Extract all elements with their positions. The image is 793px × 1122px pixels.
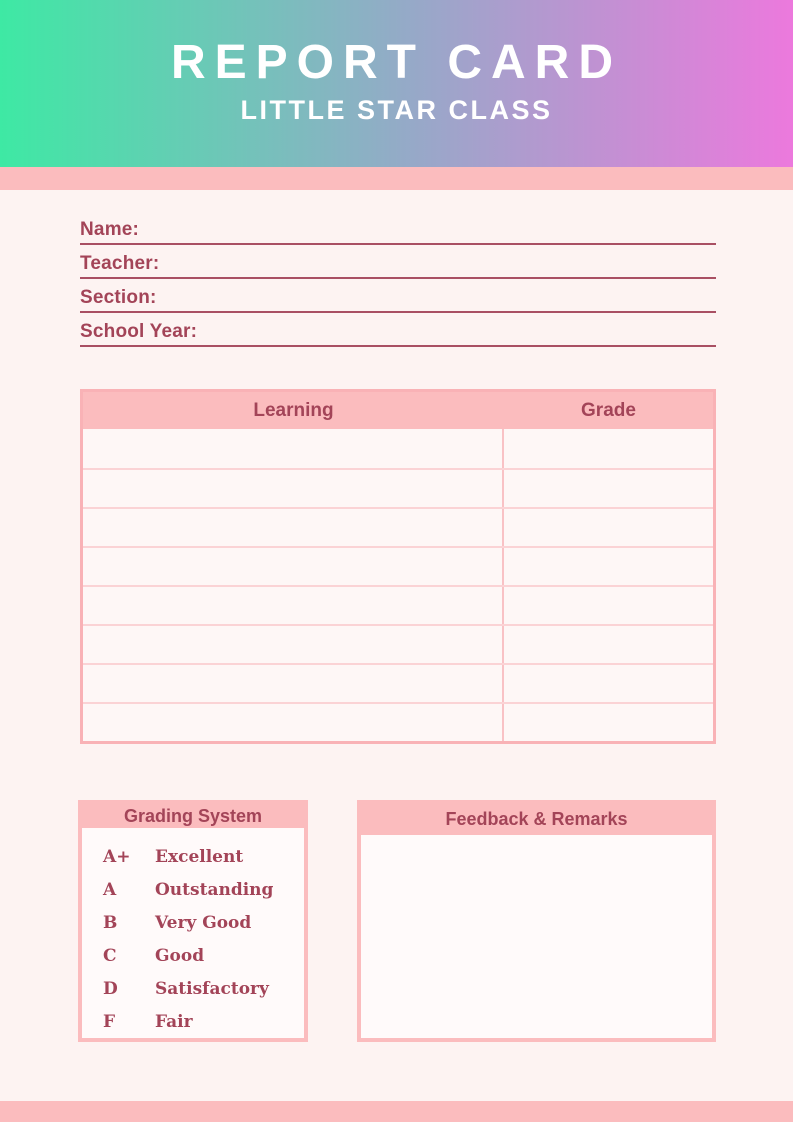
section-field-line[interactable] [157,279,716,309]
name-field-label: Name: [80,219,140,240]
name-field-line[interactable] [139,211,716,241]
learning-cell[interactable] [83,587,504,624]
table-row [83,507,713,546]
grade-description: Outstanding [155,879,274,900]
section-field [80,279,716,313]
table-row [83,702,713,741]
grading-entry [103,939,304,972]
grading-entry [103,873,304,906]
grading-system-panel [78,800,308,1042]
feedback-remarks-panel [357,800,716,1042]
page-subtitle: LITTLE STAR CLASS [240,95,553,126]
grade-cell[interactable] [504,509,713,546]
section-field-label: Section: [80,287,157,308]
grade-letter: B [103,912,118,933]
grade-cell[interactable] [504,704,713,741]
learning-cell[interactable] [83,704,504,741]
learning-cell[interactable] [83,665,504,702]
grade-description: Fair [155,1011,193,1032]
grade-cell[interactable] [504,587,713,624]
grade-cell[interactable] [504,626,713,663]
grade-cell[interactable] [504,548,713,585]
student-info-fields [80,211,716,347]
grading-list [82,828,304,1038]
school-year-field-label: School Year: [80,321,198,342]
grading-system-title: Grading System [82,804,304,828]
grade-column-header: Grade [581,399,636,421]
grade-description: Good [155,945,205,966]
learning-cell[interactable] [83,626,504,663]
grade-description: Excellent [155,846,244,867]
learning-column-header: Learning [253,399,334,421]
bottom-pink-ribbon [0,1101,793,1122]
grading-entry [103,972,304,1005]
name-field [80,211,716,245]
learning-cell[interactable] [83,429,504,468]
table-row [83,624,713,663]
school-year-field [80,313,716,347]
grade-cell[interactable] [504,665,713,702]
page-title: REPORT CARD [170,36,622,89]
top-pink-ribbon [0,167,793,190]
bottom-panels [78,800,793,1042]
table-row [83,468,713,507]
feedback-remarks-title: Feedback & Remarks [361,804,712,835]
grade-description: Satisfactory [155,978,269,999]
table-row [83,585,713,624]
table-row [83,663,713,702]
table-row [83,429,713,468]
grade-letter: C [103,945,117,966]
grading-entry [103,906,304,939]
grade-description: Very Good [155,912,252,933]
teacher-field-line[interactable] [159,245,716,275]
learning-cell[interactable] [83,548,504,585]
grading-entry [103,840,304,873]
teacher-field [80,245,716,279]
learning-cell[interactable] [83,509,504,546]
grade-cell[interactable] [504,470,713,507]
learning-grade-table [80,389,716,744]
table-header-row [83,392,713,429]
hero-banner [0,0,793,167]
grade-letter: A [103,879,117,900]
learning-cell[interactable] [83,470,504,507]
grade-letter: A+ [103,846,131,867]
table-row [83,546,713,585]
grade-cell[interactable] [504,429,713,468]
teacher-field-label: Teacher: [80,253,160,274]
grade-letter: F [103,1011,116,1032]
school-year-field-line[interactable] [197,313,716,343]
grading-entry [103,1005,304,1038]
grade-letter: D [103,978,118,999]
feedback-remarks-area[interactable] [361,835,712,1038]
